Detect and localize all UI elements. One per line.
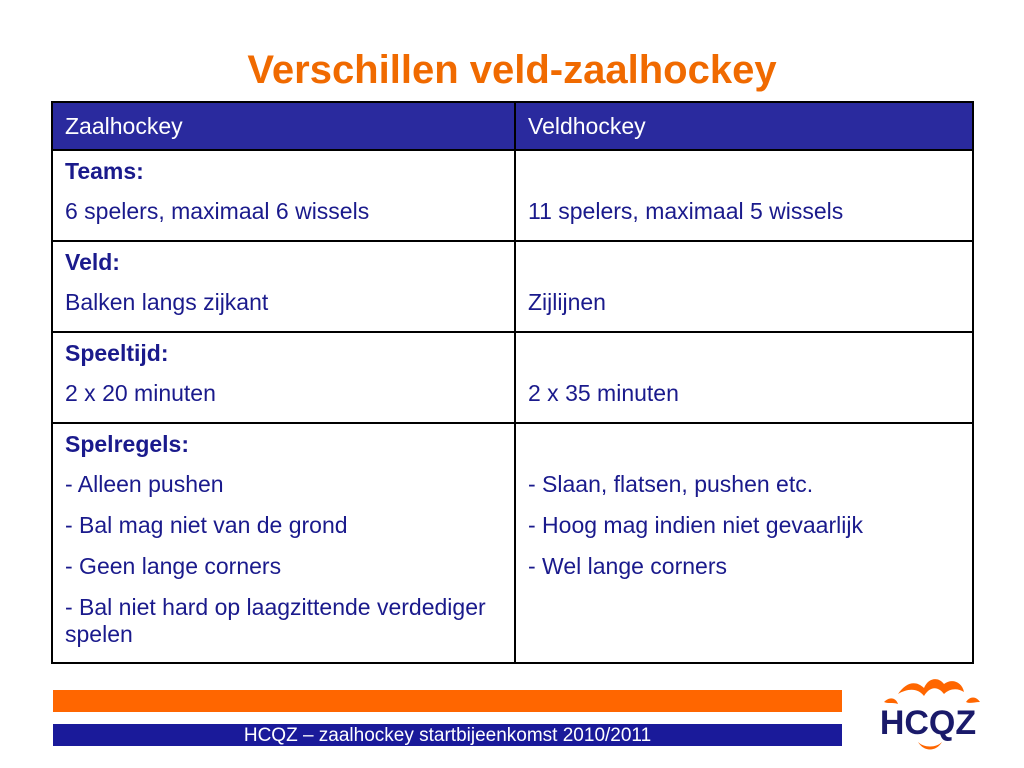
footer-orange-bar: [53, 690, 842, 712]
speeltijd-zaal-text: 2 x 20 minuten: [65, 380, 216, 406]
list-item: - Geen lange corners: [65, 553, 282, 579]
row-label-veld: Veld:: [65, 249, 120, 275]
footer-text-bar: [53, 724, 842, 746]
veld-veld-text: Zijlijnen: [528, 289, 606, 315]
table-row-speeltijd: [52, 332, 973, 423]
list-item: - Bal niet hard op laagzittende verdediger spelen: [65, 594, 486, 647]
teams-zaal-text: 6 spelers, maximaal 6 wissels: [65, 198, 370, 224]
speeltijd-veld-text: 2 x 35 minuten: [528, 380, 679, 406]
cell-spelregels-zaal: [52, 423, 515, 663]
cell-speeltijd-zaal: [52, 332, 515, 423]
header-zaalhockey: Zaalhockey: [52, 102, 515, 150]
cell-veld-zaal: [52, 241, 515, 332]
row-label-spelregels: Spelregels:: [65, 431, 189, 457]
hcqz-logo: [868, 672, 988, 762]
row-label-speeltijd: Speeltijd:: [65, 340, 169, 366]
cell-speeltijd-veld: [515, 332, 973, 423]
row-label-teams: Teams:: [65, 158, 144, 184]
list-item: - Wel lange corners: [528, 553, 727, 579]
comparison-table: [51, 101, 974, 664]
slide-title: Verschillen veld-zaalhockey: [247, 48, 777, 92]
list-item: - Hoog mag indien niet gevaarlijk: [528, 512, 863, 538]
veld-zaal-text: Balken langs zijkant: [65, 289, 269, 315]
hcqz-logo-icon: [868, 672, 988, 762]
table-row-teams: [52, 150, 973, 241]
logo-text: HCQZ: [879, 704, 977, 742]
cell-teams-veld: [515, 150, 973, 241]
table-row-spelregels: [52, 423, 973, 663]
cell-teams-zaal: [52, 150, 515, 241]
cell-spelregels-veld: [515, 423, 973, 663]
table-row-veld: [52, 241, 973, 332]
cell-veld-veld: [515, 241, 973, 332]
list-item: - Alleen pushen: [65, 471, 224, 497]
list-item: - Slaan, flatsen, pushen etc.: [528, 471, 814, 497]
header-veldhockey: Veldhockey: [515, 102, 973, 150]
list-item: - Bal mag niet van de grond: [65, 512, 348, 538]
teams-veld-text: 11 spelers, maximaal 5 wissels: [528, 198, 844, 224]
footer-text: HCQZ – zaalhockey startbijeenkomst 2010/2011: [243, 725, 652, 746]
table-header-row: [52, 102, 973, 150]
